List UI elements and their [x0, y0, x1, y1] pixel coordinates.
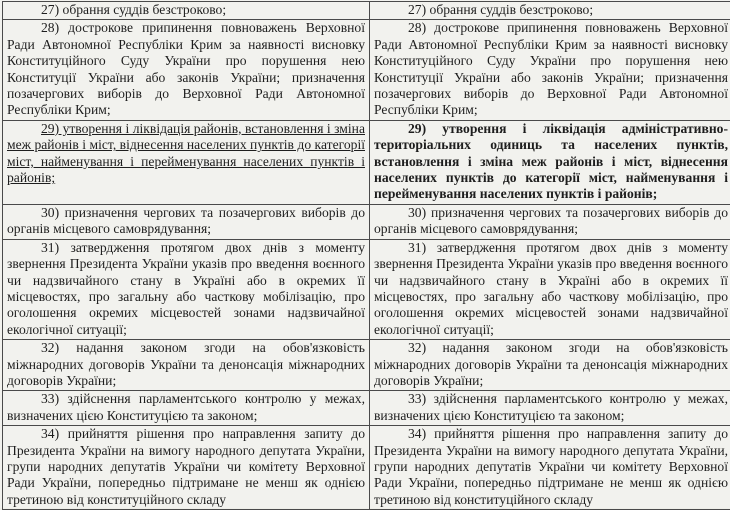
proposed-text-cell	[370, 391, 730, 426]
clause-27-proposed: 27) обрання суддів безстроково;	[374, 2, 728, 18]
clause-32-proposed: 32) надання законом згоди на обов'язковість міжнародних договорів України та денонсація міжнародних договорів України;	[374, 340, 728, 389]
current-text-cell	[3, 20, 370, 120]
table-row	[3, 391, 730, 426]
current-text-cell	[3, 426, 370, 510]
comparison-table	[2, 1, 730, 510]
proposed-text-cell	[370, 426, 730, 510]
current-text-cell	[3, 204, 370, 239]
proposed-text-cell	[370, 120, 730, 204]
clause-31-current: 31) затвердження протягом двох днів з моменту звернення Президента України указів про введення воєнного чи надзвичайного стану в Україні або в окремих її місцевостях, про загальну або часткову мобілізацію, про оголошення окремих місцевостей зонами надзвичайної екологічної ситуації;	[7, 240, 365, 338]
proposed-text-cell	[370, 239, 730, 339]
clause-31-proposed: 31) затвердження протягом двох днів з моменту звернення Президента України указів про введення воєнного чи надзвичайного стану в Україні або в окремих її місцевостях, про загальну або часткову мобілізацію, про оголошення окремих місцевостей зонами надзвичайної екологічної ситуації;	[374, 240, 728, 338]
table-row	[3, 2, 730, 20]
clause-32-current: 32) надання законом згоди на обов'язковість міжнародних договорів України та денонсація міжнародних договорів України;	[7, 340, 365, 389]
proposed-text-cell	[370, 340, 730, 391]
current-text-cell	[3, 2, 370, 20]
proposed-text-cell	[370, 20, 730, 120]
clause-29-proposed: 29) утворення і ліквідація адміністративно-територіальних одиниць та населених пунктів, встановлення і зміна меж районів і міст, віднесення населених пунктів до категорії міст, найменування і перейменування населених пунктів і районів;	[374, 121, 728, 203]
clause-27-current: 27) обрання суддів безстроково;	[7, 2, 365, 18]
current-text-cell	[3, 120, 370, 204]
clause-34-proposed: 34) прийняття рішення про направлення запиту до Президента України на вимогу народного депутата України, групи народних депутатів України чи комітету Верховної Ради України, попередньо підтримане не менш як однією третиною від конституційного складу	[374, 426, 728, 508]
clause-30-current: 30) призначення чергових та позачергових виборів до органів місцевого самоврядування;	[7, 205, 365, 238]
table-row	[3, 239, 730, 339]
clause-33-proposed: 33) здійснення парламентського контролю у межах, визначених цією Конституцією та законом;	[374, 391, 728, 424]
table-row	[3, 120, 730, 204]
clause-30-proposed: 30) призначення чергових та позачергових виборів до органів місцевого самоврядування;	[374, 205, 728, 238]
proposed-text-cell	[370, 2, 730, 20]
table-row	[3, 426, 730, 510]
clause-28-current: 28) дострокове припинення повноважень Верховної Ради Автономної Республіки Крим за наявності висновку Конституційного Суду України про порушення нею Конституції України або законів України; призначення позачергових виборів до Верховної Ради Автономної Республіки Крим;	[7, 20, 365, 118]
clause-28-proposed: 28) дострокове припинення повноважень Верховної Ради Автономної Республіки Крим за наявності висновку Конституційного Суду України про порушення нею Конституції України або законів України; призначення позачергових виборів до Верховної Ради Автономної Республіки Крим;	[374, 20, 728, 118]
current-text-cell	[3, 239, 370, 339]
table-row	[3, 340, 730, 391]
current-text-cell	[3, 340, 370, 391]
current-text-cell	[3, 391, 370, 426]
clause-33-current: 33) здійснення парламентського контролю у межах, визначених цією Конституцією та законом;	[7, 391, 365, 424]
clause-34-current: 34) прийняття рішення про направлення запиту до Президента України на вимогу народного депутата України, групи народних депутатів України чи комітету Верховної Ради України, попередньо підтримане не менш як однією третиною від конституційного складу	[7, 426, 365, 508]
table-row	[3, 204, 730, 239]
clause-29-current: 29) утворення і ліквідація районів, встановлення і зміна меж районів і міст, віднесення населених пунктів до категорії міст, найменування і перейменування населених пунктів і районів;	[7, 121, 365, 187]
proposed-text-cell	[370, 204, 730, 239]
table-row	[3, 20, 730, 120]
